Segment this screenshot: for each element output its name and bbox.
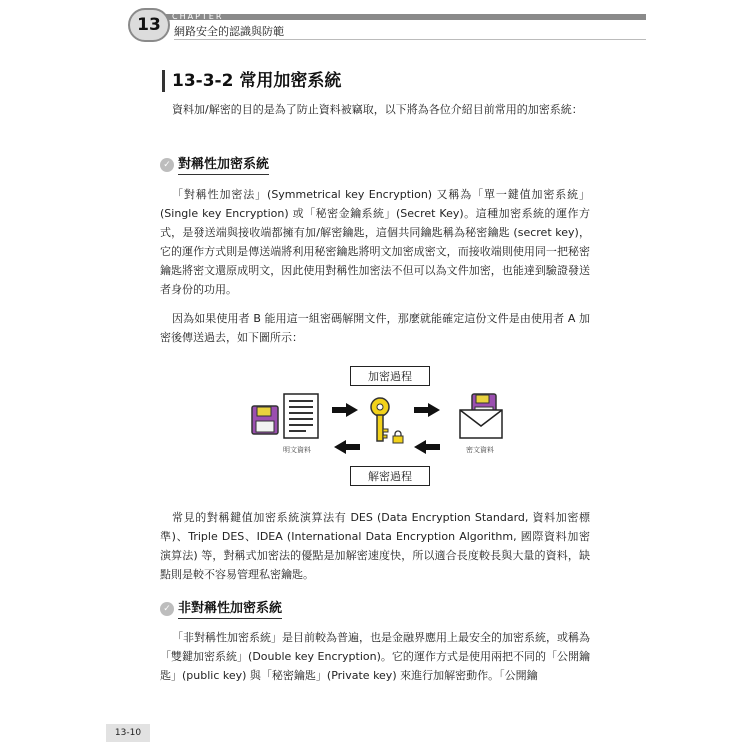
arrow-right-icon: [414, 403, 440, 417]
symmetric-heading: [160, 155, 269, 175]
floppy-disk-icon: [250, 404, 280, 436]
section-intro: 資料加/解密的目的是為了防止資料被竊取，以下將為各位介紹目前常用的加密系統：: [172, 103, 583, 116]
decrypt-process-label: 解密過程: [350, 466, 430, 486]
asymmetric-heading: [160, 599, 282, 619]
symmetric-paragraph-1: 「對稱性加密法」(Symmetrical key Encryption) 又稱為「單一鍵值加密系統」(Single key Encryption) 或「秘密金鑰系統」(Secret Key)。這種加密系統的運作方式，是發送端與接收端都擁有加/解密鑰匙，這個共同鑰匙稱為秘密鑰匙 (secret key)，它的運作方式則是傳送端將利用秘密鑰匙將明文加密成密文，而接收端則使用同一把秘密鑰匙將密文還原成明文，因此使用對稱性加密法不但可以為文件加密，也能達到驗證發送者身份的功用。: [160, 188, 590, 296]
envelope-icon: [458, 404, 504, 440]
section-title: 13-3-2 常用加密系統: [162, 70, 341, 92]
symmetric-paragraph-3: 常見的對稱鍵值加密系統演算法有 DES (Data Encryption Standard, 資料加密標準)、Triple DES、IDEA (International Data Encryption Algorithm, 國際資料加密演算法) 等，對稱式加密法的優點是加解密速度快，所以適合長度較長與大量的資料，缺點則是較不容易管理私密鑰匙。: [160, 511, 590, 581]
arrow-left-icon: [414, 440, 440, 454]
symmetric-paragraph-2: 因為如果使用者 B 能用這一組密碼解開文件，那麼就能確定這份文件是由使用者 A 加密後傳送過去，如下圖所示：: [160, 312, 590, 344]
plaintext-document-icon: [282, 392, 320, 440]
chapter-title: 網路安全的認識與防範: [174, 25, 284, 38]
symmetric-heading-label: 對稱性加密系統: [178, 156, 269, 175]
arrow-left-icon: [334, 440, 360, 454]
encrypt-process-label: 加密過程: [350, 366, 430, 386]
plaintext-caption: 明文資料: [283, 446, 311, 454]
header-divider: [174, 39, 646, 40]
asymmetric-paragraph-1: 「非對稱性加密系統」是目前較為普遍，也是金融界應用上最安全的加密系統，或稱為「雙鍵加密系統」(Double key Encryption)。它的運作方式是使用兩把不同的「公開鑰匙」(public key) 與「秘密鑰匙」(Private key) 來進行加解密動作。「公開鑰: [160, 631, 590, 682]
chapter-number-badge: 13: [128, 8, 170, 42]
bullet-icon: ✓: [160, 158, 174, 172]
asymmetric-heading-label: 非對稱性加密系統: [178, 600, 282, 619]
bullet-icon: ✓: [160, 602, 174, 616]
ciphertext-caption: 密文資料: [466, 446, 494, 454]
chapter-label: CHAPTER: [172, 12, 224, 21]
lock-icon: [392, 430, 404, 444]
arrow-right-icon: [332, 403, 358, 417]
page-number: 13-10: [106, 724, 150, 742]
